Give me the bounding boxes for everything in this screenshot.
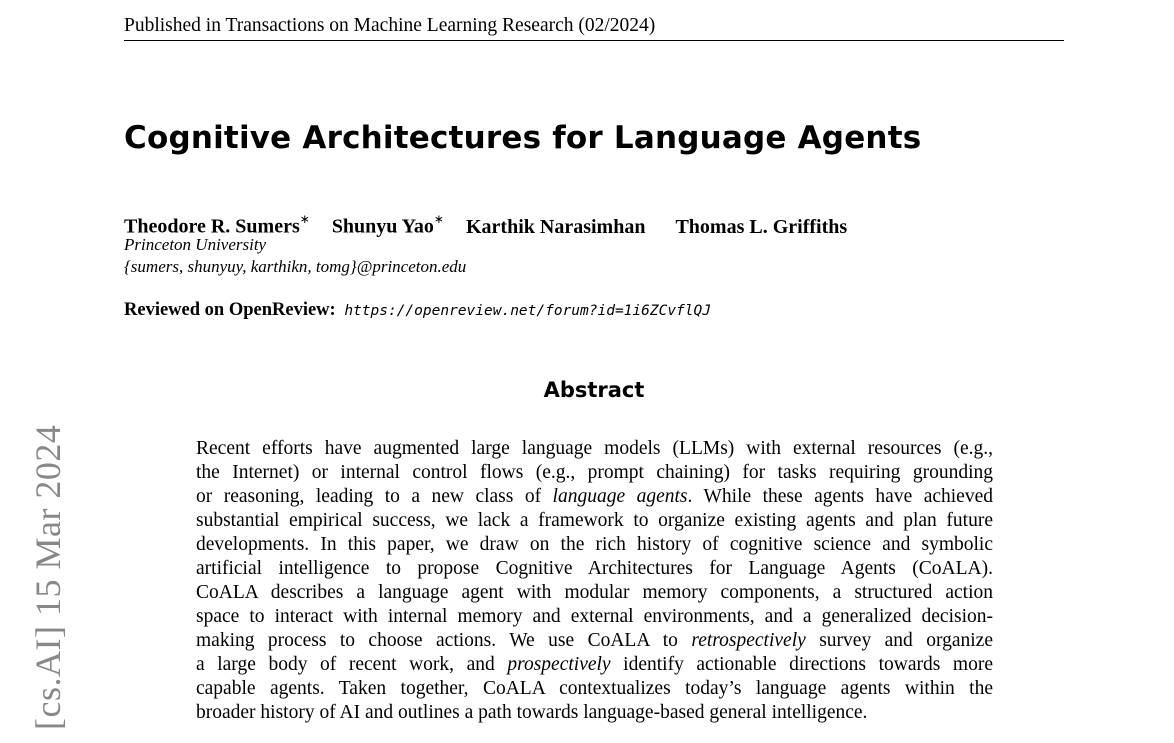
abstract-text: Recent efforts have augmented large language models (LLMs) with external resources (e.g.,: [196, 438, 993, 459]
abstract-text: making process to choose actions. We use CoALA to: [196, 630, 692, 651]
abstract-line: [196, 557, 993, 581]
equal-contribution-mark: ∗: [299, 212, 310, 226]
running-header: Published in Transactions on Machine Learning Research (02/2024): [124, 14, 1064, 41]
abstract-line: [196, 581, 993, 605]
affiliation: Princeton University: [124, 235, 267, 254]
author-name: [332, 208, 444, 240]
author-name-text: Theodore R. Sumers: [124, 215, 300, 238]
review-label: Reviewed on OpenReview:: [124, 300, 336, 320]
author-emails: {sumers, shunyuy, karthikn, tomg}@princeton.edu: [124, 257, 467, 276]
review-url-link[interactable]: https://openreview.net/forum?id=1i6ZCvflQJ: [344, 303, 711, 319]
equal-contribution-mark: ∗: [433, 212, 444, 226]
abstract-line: [196, 653, 993, 677]
author-name-text: Thomas L. Griffiths: [675, 215, 848, 238]
abstract-text: a large body of recent work, and: [196, 654, 508, 675]
abstract-line: [196, 437, 993, 461]
abstract-text: space to interact with internal memory and external environments, and a generalized decision-: [196, 606, 993, 627]
abstract-body: [196, 437, 993, 725]
abstract-line: [196, 485, 993, 509]
abstract-text: . While these agents have achieved: [687, 486, 993, 507]
abstract-line: [196, 509, 993, 533]
abstract-text: CoALA describes a language agent with modular memory components, a structured action: [196, 582, 993, 603]
abstract-text: artificial intelligence to propose Cognitive Architectures for Language Agents (CoALA).: [196, 558, 993, 579]
abstract-line: [196, 605, 993, 629]
emphasis-text: prospectively: [507, 654, 611, 675]
author-name-text: Karthik Narasimhan: [465, 215, 646, 238]
arxiv-stamp: [cs.AI] 15 Mar 2024: [28, 424, 68, 730]
author-name: [466, 214, 645, 240]
abstract-text: the Internet) or internal control flows (e.g., prompt chaining) for tasks requiring grounding: [196, 462, 993, 483]
abstract-text: survey and organize: [805, 630, 993, 651]
abstract-text: substantial empirical success, we lack a framework to organize existing agents and plan future: [196, 510, 993, 531]
paper-title: Cognitive Architectures for Language Agents: [124, 120, 922, 156]
abstract-line: [196, 677, 993, 701]
abstract-text: or reasoning, leading to a new class of: [196, 486, 553, 507]
abstract-heading: Abstract: [543, 378, 645, 402]
abstract-text: identify actionable directions towards more: [610, 654, 993, 675]
emphasis-text: language agents: [552, 486, 688, 507]
review-line: [124, 298, 711, 323]
abstract-text: broader history of AI and outlines a path towards language-based general intelligence.: [196, 702, 868, 723]
abstract-line: [196, 629, 993, 653]
author-name-text: Shunyu Yao: [331, 215, 434, 238]
author-name: [675, 214, 847, 240]
abstract-text: developments. In this paper, we draw on the rich history of cognitive science and symbolic: [196, 534, 993, 555]
abstract-line: [196, 533, 993, 557]
abstract-line: [196, 701, 993, 725]
emphasis-text: retrospectively: [691, 630, 806, 651]
abstract-text: capable agents. Taken together, CoALA contextualizes today’s language agents within the: [196, 678, 993, 699]
abstract-line: [196, 461, 993, 485]
